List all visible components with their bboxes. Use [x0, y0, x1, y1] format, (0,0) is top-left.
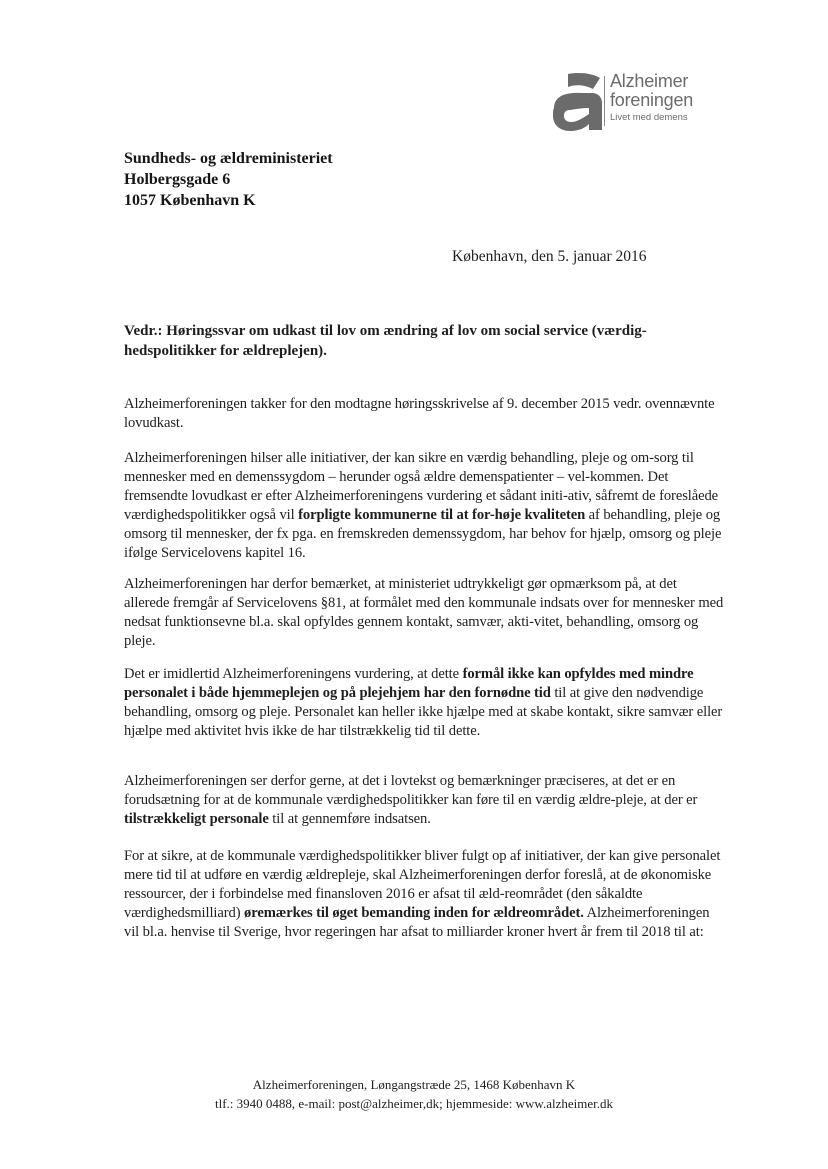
- address-line-3: 1057 København K: [124, 192, 256, 209]
- paragraph-6: [124, 847, 724, 942]
- paragraph-6-text-a: For at sikre, at de kommunale værdighedspolitikker bliver fulgt op af initiativer, der kan give personalet mere tid til at udføre en værdig ældrepleje, skal Alzheimerforeningen derfor foreslå, at de økonomiske ressourcer, der i forbindelse med finansloven 2016 er afsat til æld-reområdet (den såkaldte værdighedsmilliard): [124, 848, 721, 921]
- paragraph-4-emphasis: formål ikke kan opfyldes med mindre personalet i både hjemmeplejen og på plejehjem har den fornødne tid: [124, 666, 694, 701]
- paragraph-5-text-a: Alzheimerforeningen ser derfor gerne, at det i lovtekst og bemærkninger præciseres, at det er en forudsætning for at de kommunale værdighedspolitikker kan føre til en værdig ældre-pleje, at der er: [124, 773, 698, 808]
- letter-subject: Vedr.: Høringssvar om udkast til lov om ændring af lov om social service (værdig-hedspolitikker for ældreplejen).: [124, 323, 647, 359]
- alzheimer-logo-icon: [548, 72, 606, 132]
- paragraph-2: [124, 449, 724, 563]
- logo-tagline: Livet med demens: [610, 112, 688, 123]
- paragraph-5: [124, 772, 724, 829]
- logo-divider: [604, 76, 605, 126]
- paragraph-2-emphasis: forpligte kommunerne til at for-høje kvaliteten: [298, 507, 586, 523]
- paragraph-6-text-c: Alzheimerforeningen vil bl.a. henvise til Sverige, hvor regeringen har afsat to milliarder kroner hvert år frem til 2018 til at:: [124, 905, 710, 940]
- paragraph-2-text-a: Alzheimerforeningen hilser alle initiativer, der kan sikre en værdig behandling, pleje og om-sorg til mennesker med en demenssygdom – herunder også ældre demenspatienter – vel-kommen. Det fremsendte lovudkast er efter Alzheimerforeningens vurdering et sådant initi-ativ, såfremt de foreslåede værdighedspolitikker også vil: [124, 450, 719, 523]
- paragraph-1: Alzheimerforeningen takker for den modtagne høringsskrivelse af 9. december 2015 vedr. ovennævnte lovudkast.: [124, 396, 715, 431]
- paragraph-2-text-c: af behandling, pleje og omsorg til mennesker, der fx pga. en fremskreden demenssygdom, har behov for hjælp, omsorg og pleje ifølge Servicelovens kapitel 16.: [124, 507, 722, 561]
- address-line-2: Holbergsgade 6: [124, 171, 231, 188]
- footer-address: Alzheimerforeningen, Løngangstræde 25, 1468 København K: [252, 1077, 576, 1092]
- letter-date: København, den 5. januar 2016: [452, 248, 647, 265]
- paragraph-3: Alzheimerforeningen har derfor bemærket, at ministeriet udtrykkeligt gør opmærksom på, at det allerede fremgår af Servicelovens §81, at formålet med den kommunale indsats over for mennesker med nedsat funktionsevne bl.a. skal opfyldes gennem kontakt, samvær, akti-vitet, behandling, omsorg og pleje.: [124, 576, 724, 649]
- logo-name-line2: foreningen: [610, 90, 694, 110]
- logo-name-line1: Alzheimer: [610, 71, 689, 91]
- letter-footer: [0, 1075, 828, 1113]
- footer-contact: tlf.: 3940 0488, e-mail: post@alzheimer,dk; hjemmeside: www.alzheimer.dk: [215, 1096, 613, 1111]
- paragraph-5-emphasis: tilstrækkeligt personale: [124, 811, 269, 827]
- paragraph-4: [124, 665, 724, 741]
- paragraph-6-emphasis: øremærkes til øget bemanding inden for ældreområdet.: [244, 905, 584, 921]
- address-line-1: Sundheds- og ældreministeriet: [124, 150, 333, 167]
- paragraph-4-text-c: til at give den nødvendige behandling, omsorg og pleje. Personalet kan heller ikke hjælpe med at skabe kontakt, sikre samvær eller hjælpe med aktivitet hvis ikke de har tilstrækkelig tid til dette.: [124, 685, 723, 739]
- recipient-address: [124, 148, 333, 211]
- paragraph-4-text-a: Det er imidlertid Alzheimerforeningens vurdering, at dette: [124, 666, 463, 682]
- logo-text: [610, 72, 693, 125]
- paragraph-5-text-c: til at gennemføre indsatsen.: [268, 811, 431, 827]
